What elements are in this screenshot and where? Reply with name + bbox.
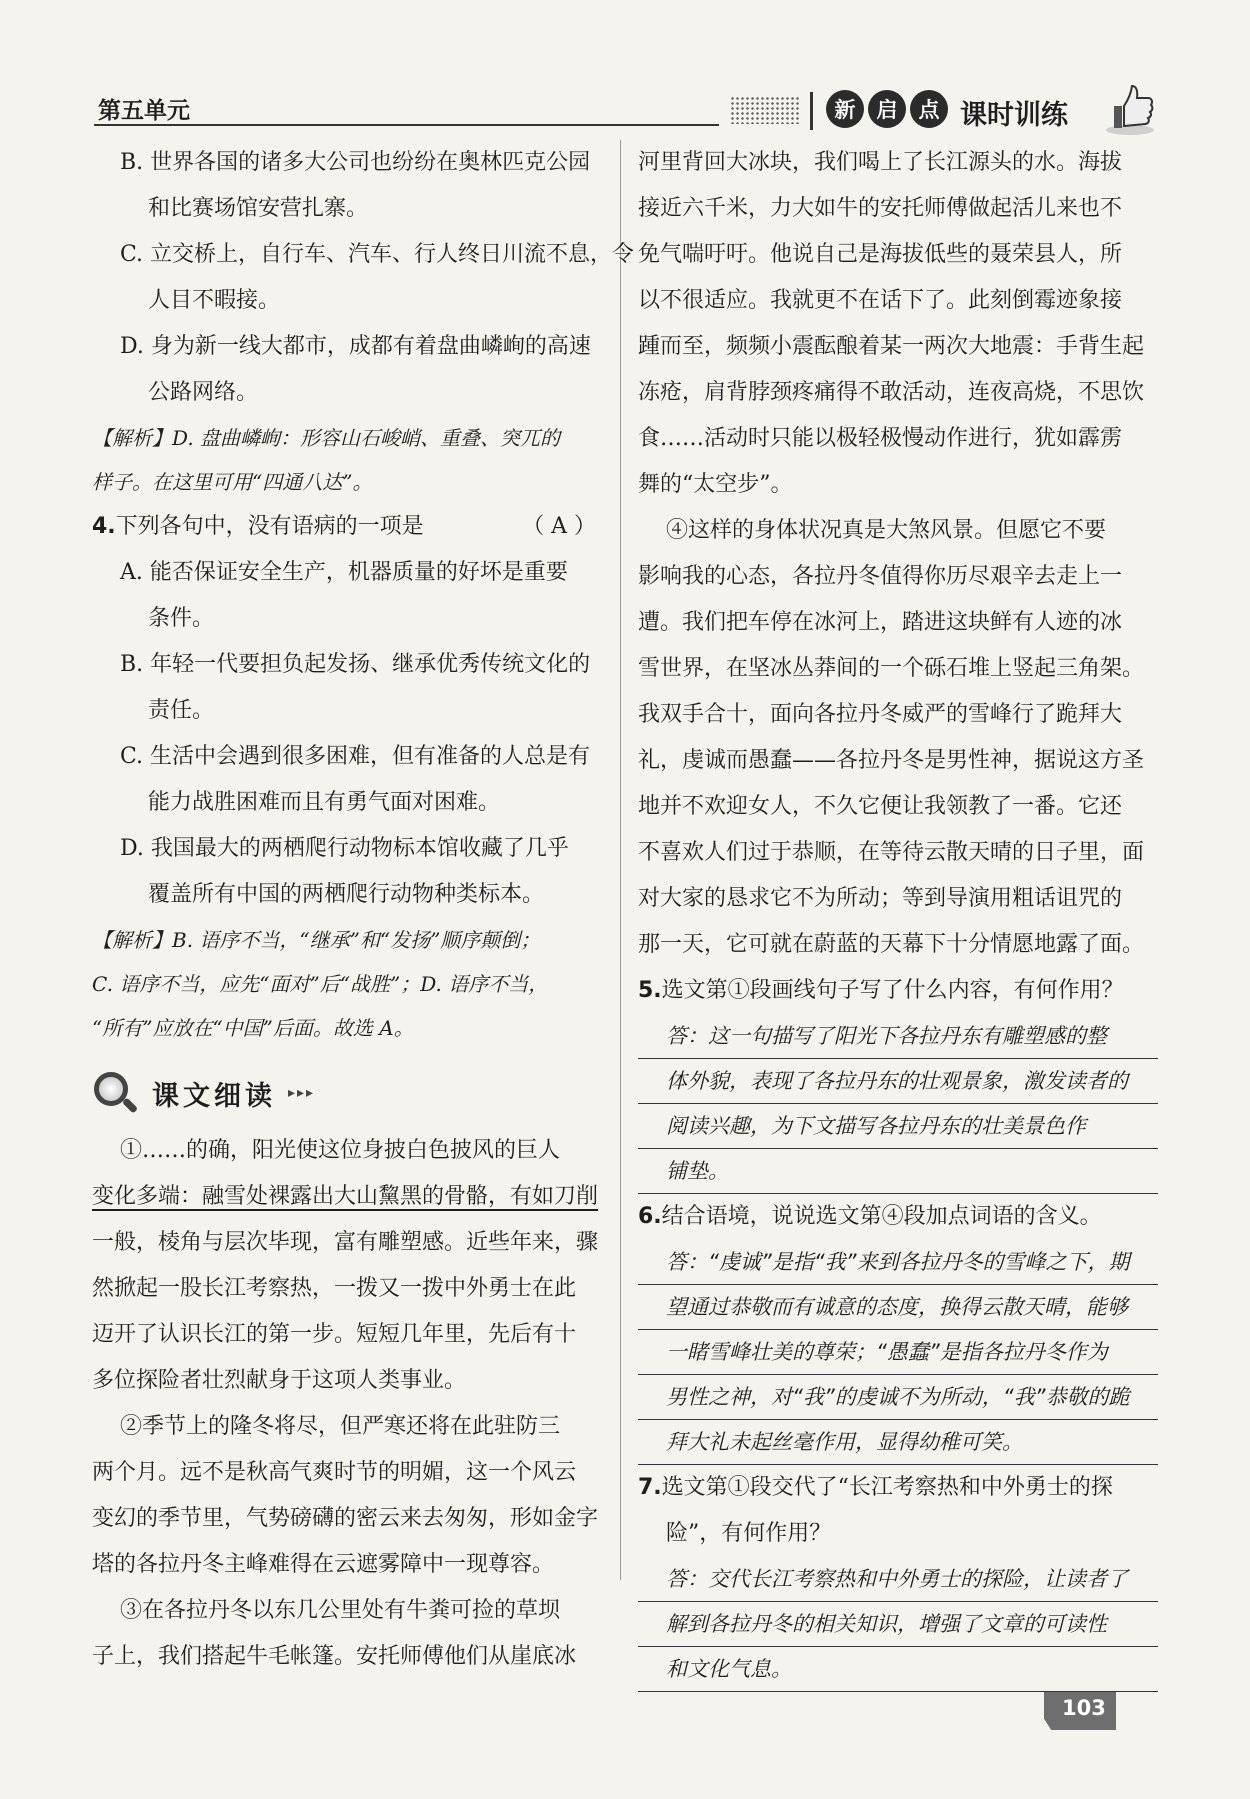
q3-option-b — [92, 140, 602, 232]
unit-label: 第五单元 — [98, 98, 190, 124]
passage-line: 多位探险者壮烈献身于这项人类事业。 — [92, 1368, 467, 1393]
passage-line: ①……的确，阳光使这位身披白色披风的巨人 — [120, 1138, 561, 1163]
answer-line: 答：这一句描写了阳光下各拉丹东有雕塑感的整 — [638, 1014, 1158, 1059]
passage-line: 变幻的季节里，气势磅礴的密云来去匆匆，形如金字 — [92, 1506, 599, 1531]
passage-line: 以不很适应。我就更不在话下了。此刻倒霉迹象接 — [638, 288, 1123, 313]
analysis-line: “所有”应放在“中国”后面。故选 A。 — [92, 1016, 414, 1040]
passage-line: 子上，我们搭起牛毛帐篷。安托师傅他们从崖底冰 — [92, 1644, 577, 1669]
analysis-line: 【解析】B. 语序不当，“继承”和“发扬”顺序颠倒； — [92, 928, 541, 952]
passage-line: 礼，虔诚而愚蠢——各拉丹冬是男性神，据说这方圣 — [638, 748, 1145, 773]
arrow-icons: ▸▸▸ — [288, 1085, 316, 1101]
option-line: 责任。 — [148, 698, 215, 723]
section-title: 课文细读 — [152, 1080, 276, 1112]
brand-badge: 新 — [826, 90, 864, 128]
passage-line: ③在各拉丹冬以东几公里处有牛粪可捡的草坝 — [120, 1598, 561, 1623]
option-line: A. 能否保证安全生产，机器质量的好坏是重要 — [120, 560, 568, 585]
answer-line: 答：“虔诚”是指“我”来到各拉丹冬的雪峰之下，期 — [638, 1240, 1158, 1285]
brand-badge: 启 — [868, 90, 906, 128]
answer-line: 一睹雪峰壮美的尊荣；“愚蠢”是指各拉丹冬作为 — [638, 1330, 1158, 1375]
passage-line: 迈开了认识长江的第一步。短短几年里，先后有十 — [92, 1322, 577, 1347]
passage-line: 塔的各拉丹冬主峰难得在云遮雾障中一现尊容。 — [92, 1552, 555, 1577]
answer-line: 体外貌，表现了各拉丹东的壮观景象，激发读者的 — [638, 1059, 1158, 1104]
passage-line: 接近六千米，力大如牛的安托师傅做起活儿来也不 — [638, 196, 1123, 221]
magnifier-icon — [92, 1070, 138, 1116]
passage-line: 对大家的恳求它不为所动；等到导演用粗话诅咒的 — [638, 886, 1123, 911]
answer-line: 阅读兴趣，为下文描写各拉丹东的壮美景色作 — [638, 1104, 1158, 1149]
answer-line: 答：交代长江考察热和中外勇士的探险，让读者了 — [638, 1557, 1158, 1602]
question-stem-cont: 险”，有何作用？ — [666, 1521, 832, 1546]
option-line: 能力战胜困难而且有勇气面对困难。 — [148, 790, 501, 815]
q5 — [638, 968, 1158, 1194]
q4-analysis — [92, 918, 602, 1050]
passage-line: 河里背回大冰块，我们喝上了长江源头的水。海拔 — [638, 150, 1123, 175]
passage-line: 一般，棱角与层次毕现，富有雕塑感。近些年来，骤 — [92, 1230, 599, 1255]
option-line: C. 生活中会遇到很多困难，但有准备的人总是有 — [120, 744, 591, 769]
passage-line: 踵而至，频频小震酝酿着某一两次大地震：手背生起 — [638, 334, 1145, 359]
passage-line: 遭。我们把车停在冰河上，踏进这块鲜有人迹的冰 — [638, 610, 1123, 635]
passage-right — [638, 140, 1158, 968]
option-line: D. 身为新一线大都市，成都有着盘曲嶙峋的高速 — [120, 334, 591, 359]
q7 — [638, 1465, 1158, 1692]
q4-options — [92, 550, 602, 918]
answer-line: 望通过恭敬而有诚意的态度，换得云散天晴，能够 — [638, 1285, 1158, 1330]
passage-line: 冻疮，肩背脖颈疼痛得不敢活动，连夜高烧，不思饮 — [638, 380, 1145, 405]
passage-line: 那一天，它可就在蔚蓝的天幕下十分情愿地露了面。 — [638, 932, 1145, 957]
answer-line: 铺垫。 — [638, 1149, 1158, 1194]
answer-line: 拜大礼未起丝毫作用，显得幼稚可笑。 — [638, 1420, 1158, 1465]
left-column — [92, 140, 635, 1680]
option-line: 条件。 — [148, 606, 215, 631]
answer-bracket: （ A ） — [522, 514, 596, 539]
question-text: 下列各句中，没有语病的一项是 — [115, 514, 424, 539]
passage-left — [92, 1128, 602, 1680]
analysis-line: 样子。在这里可用“四通八达”。 — [92, 470, 373, 494]
analysis-line: C. 语序不当，应先“面对”后“战胜”；D. 语序不当， — [92, 972, 549, 996]
thumbs-up-icon — [1100, 80, 1158, 138]
option-line: 覆盖所有中国的两栖爬行动物种类标本。 — [148, 882, 545, 907]
question-stem — [638, 1465, 1158, 1511]
option-line: 公路网络。 — [148, 380, 259, 405]
header-dot-pattern — [730, 96, 800, 124]
question-number: 5. — [638, 978, 662, 1003]
answer-line: 解到各拉丹冬的相关知识，增强了文章的可读性 — [638, 1602, 1158, 1647]
question-number: 4. — [92, 514, 116, 539]
passage-line: 地并不欢迎女人，不久它便让我领教了一番。它还 — [638, 794, 1123, 819]
option-line: 和比赛场馆安营扎寨。 — [148, 196, 369, 221]
passage-line: 我双手合十，面向各拉丹冬威严的雪峰行了跪拜大 — [638, 702, 1123, 727]
section-header — [92, 1058, 602, 1128]
answer-line: 男性之神，对“我”的虔诚不为所动，“我”恭敬的跪 — [638, 1375, 1158, 1420]
passage-line: ④这样的身体状况真是大煞风景。但愿它不要 — [666, 518, 1107, 543]
question-number: 6. — [638, 1204, 662, 1229]
question-text: 选文第①段交代了“长江考察热和中外勇士的探 — [661, 1475, 1113, 1500]
passage-line: 然掀起一股长江考察热，一拨又一拨中外勇士在此 — [92, 1276, 577, 1301]
brand-badges — [826, 90, 948, 128]
option-line: B. 年轻一代要担负起发扬、继承优秀传统文化的 — [120, 652, 591, 677]
question-text: 选文第①段画线句子写了什么内容，有何作用？ — [661, 978, 1124, 1003]
passage-line: ②季节上的隆冬将尽，但严寒还将在此驻防三 — [120, 1414, 561, 1439]
q3-analysis — [92, 416, 602, 504]
passage-line: 雪世界，在坚冰丛莽间的一个砾石堆上竖起三角架。 — [638, 656, 1145, 681]
right-column — [638, 140, 1158, 1692]
passage-line: 变化多端：融雪处裸露出大山黧黑的骨骼，有如刀削 — [92, 1184, 599, 1209]
option-line: 人目不暇接。 — [148, 288, 281, 313]
header-rule — [94, 124, 719, 126]
brand-badge: 点 — [910, 90, 948, 128]
question-stem — [638, 1194, 1158, 1240]
option-line: D. 我国最大的两栖爬行动物标本馆收藏了几乎 — [120, 836, 569, 861]
question-number: 7. — [638, 1475, 662, 1500]
passage-line: 舞的“太空步”。 — [638, 472, 793, 497]
question-text: 结合语境，说说选文第④段加点词语的含义。 — [661, 1204, 1102, 1229]
question-stem — [638, 968, 1158, 1014]
q3-option-d — [92, 324, 602, 416]
page-number: 103 — [1062, 1696, 1106, 1720]
passage-line: 不喜欢人们过于恭顺，在等待云散天晴的日子里，面 — [638, 840, 1145, 865]
series-title: 课时训练 — [960, 100, 1068, 131]
passage-line: 影响我的心态，各拉丹冬值得你历尽艰辛去走上一 — [638, 564, 1123, 589]
option-line: B. 世界各国的诸多大公司也纷纷在奥林匹克公园 — [120, 150, 591, 175]
option-line: C. 立交桥上，自行车、汽车、行人终日川流不息，令 — [120, 242, 635, 267]
column-divider — [620, 140, 621, 1580]
header-divider — [810, 92, 813, 130]
q4-stem — [92, 504, 602, 550]
q3-option-c — [92, 232, 635, 324]
answer-line: 和文化气息。 — [638, 1647, 1158, 1692]
passage-line: 免气喘吁吁。他说自己是海拔低些的聂荣县人，所 — [638, 242, 1123, 267]
passage-line: 两个月。远不是秋高气爽时节的明媚，这一个风云 — [92, 1460, 577, 1485]
passage-line: 食……活动时只能以极轻极慢动作进行，犹如霹雳 — [638, 426, 1123, 451]
analysis-line: 【解析】D. 盘曲嶙峋：形容山石峻峭、重叠、突兀的 — [92, 426, 561, 450]
q6 — [638, 1194, 1158, 1465]
